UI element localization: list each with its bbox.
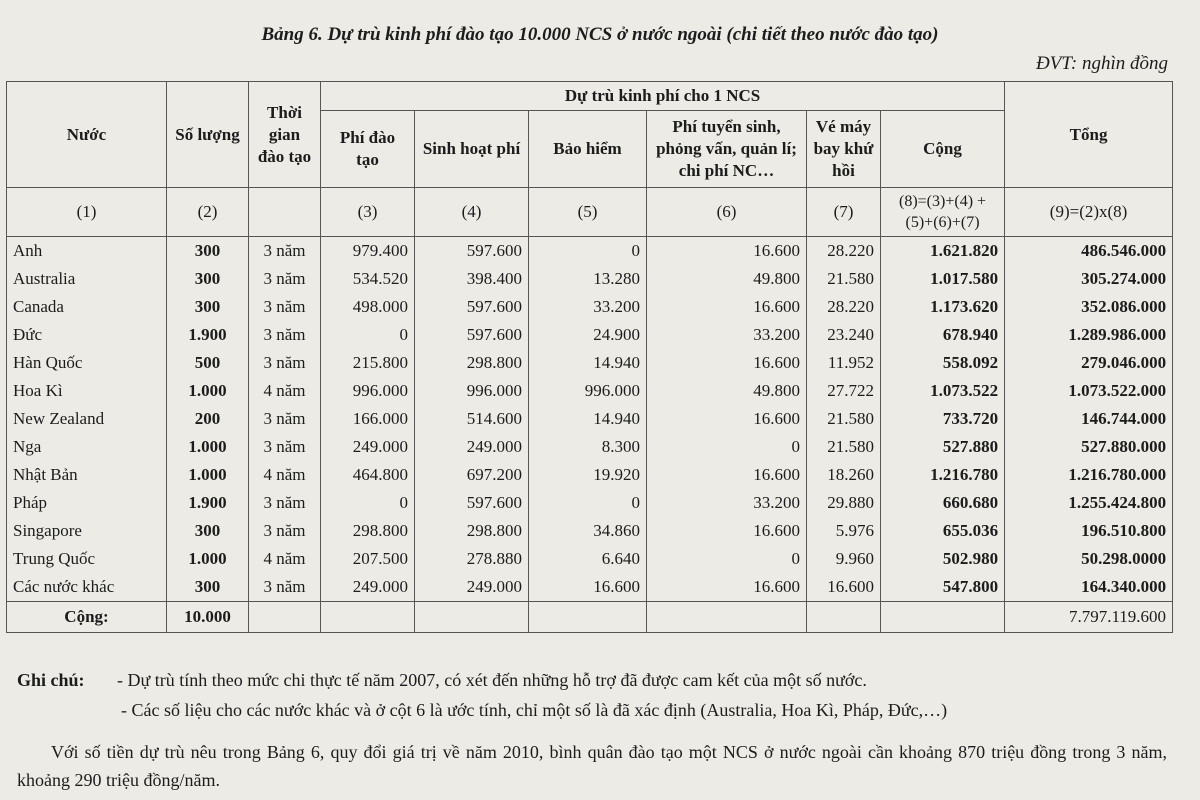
cell-tuition: 249.000 [321, 433, 415, 461]
cell-insurance: 24.900 [529, 321, 647, 349]
cell-duration: 4 năm [249, 377, 321, 405]
cell-subtotal: 1.621.820 [881, 237, 1005, 266]
footer-blank [807, 602, 881, 633]
cell-country: Các nước khác [7, 573, 167, 602]
table-row [7, 377, 1173, 405]
header-total: Tổng [1005, 82, 1173, 188]
footer-quantity: 10.000 [167, 602, 249, 633]
cell-quantity: 1.000 [167, 433, 249, 461]
cell-living: 298.800 [415, 349, 529, 377]
cell-duration: 3 năm [249, 321, 321, 349]
cell-total: 1.255.424.800 [1005, 489, 1173, 517]
cell-insurance: 8.300 [529, 433, 647, 461]
header-quantity: Số lượng [167, 82, 249, 188]
col-index-5: (5) [529, 188, 647, 237]
header-airfare: Vé máy bay khứ hồi [807, 111, 881, 188]
cell-airfare: 21.580 [807, 433, 881, 461]
cell-total: 146.744.000 [1005, 405, 1173, 433]
cell-living: 597.600 [415, 321, 529, 349]
cell-country: Trung Quốc [7, 545, 167, 573]
cell-duration: 3 năm [249, 293, 321, 321]
cell-subtotal: 1.216.780 [881, 461, 1005, 489]
cell-admission: 33.200 [647, 321, 807, 349]
cell-total: 1.289.986.000 [1005, 321, 1173, 349]
cell-airfare: 5.976 [807, 517, 881, 545]
cell-country: Canada [7, 293, 167, 321]
table-row [7, 545, 1173, 573]
cell-insurance: 16.600 [529, 573, 647, 602]
cell-country: Nhật Bản [7, 461, 167, 489]
cell-insurance: 0 [529, 237, 647, 266]
body-paragraph: Với số tiền dự trù nêu trong Bảng 6, quy đổi giá trị về năm 2010, bình quân đào tạo một NCS ở nước ngoài cần khoảng 870 triệu đồng trong 3 năm, khoảng 290 triệu đồng/năm. [17, 742, 1167, 790]
cell-living: 697.200 [415, 461, 529, 489]
cell-admission: 33.200 [647, 489, 807, 517]
cell-total: 50.298.0000 [1005, 545, 1173, 573]
cell-quantity: 300 [167, 293, 249, 321]
cell-duration: 3 năm [249, 265, 321, 293]
cell-admission: 49.800 [647, 265, 807, 293]
cell-quantity: 300 [167, 237, 249, 266]
notes [17, 665, 947, 725]
col-index-8: (8)=(3)+(4) +(5)+(6)+(7) [881, 188, 1005, 237]
table-row [7, 517, 1173, 545]
cell-subtotal: 655.036 [881, 517, 1005, 545]
cell-quantity: 300 [167, 265, 249, 293]
header-subtotal: Cộng [881, 111, 1005, 188]
cell-admission: 0 [647, 545, 807, 573]
header-duration: Thời gian đào tạo [249, 82, 321, 188]
cell-country: New Zealand [7, 405, 167, 433]
footer-blank [321, 602, 415, 633]
cell-country: Australia [7, 265, 167, 293]
cell-subtotal: 1.017.580 [881, 265, 1005, 293]
col-index-4: (4) [415, 188, 529, 237]
cell-tuition: 996.000 [321, 377, 415, 405]
cell-total: 352.086.000 [1005, 293, 1173, 321]
cell-admission: 16.600 [647, 349, 807, 377]
cell-living: 249.000 [415, 433, 529, 461]
cell-admission: 16.600 [647, 517, 807, 545]
table-row [7, 237, 1173, 266]
footer-blank [249, 602, 321, 633]
table-row [7, 461, 1173, 489]
cell-tuition: 0 [321, 321, 415, 349]
header-tuition: Phí đào tạo [321, 111, 415, 188]
table-title: Bảng 6. Dự trù kinh phí đào tạo 10.000 NCS ở nước ngoài (chi tiết theo nước đào tạo) [261, 24, 939, 45]
cell-insurance: 13.280 [529, 265, 647, 293]
cell-admission: 16.600 [647, 293, 807, 321]
cell-country: Hoa Kì [7, 377, 167, 405]
cell-insurance: 34.860 [529, 517, 647, 545]
cell-tuition: 215.800 [321, 349, 415, 377]
cell-subtotal: 733.720 [881, 405, 1005, 433]
cell-total: 164.340.000 [1005, 573, 1173, 602]
cell-country: Singapore [7, 517, 167, 545]
header-country: Nước [7, 82, 167, 188]
cell-subtotal: 1.073.522 [881, 377, 1005, 405]
cell-duration: 4 năm [249, 461, 321, 489]
footer-blank [647, 602, 807, 633]
cell-airfare: 21.580 [807, 405, 881, 433]
cell-admission: 0 [647, 433, 807, 461]
cell-living: 597.600 [415, 237, 529, 266]
cell-quantity: 300 [167, 517, 249, 545]
table-row [7, 265, 1173, 293]
cell-airfare: 9.960 [807, 545, 881, 573]
cell-tuition: 166.000 [321, 405, 415, 433]
cell-living: 249.000 [415, 573, 529, 602]
cell-duration: 4 năm [249, 545, 321, 573]
note-line-1: - Dự trù tính theo mức chi thực tế năm 2007, có xét đến những hỗ trợ đã được cam kết của một số nước. [117, 670, 867, 690]
header-living: Sinh hoạt phí [415, 111, 529, 188]
cell-subtotal: 1.173.620 [881, 293, 1005, 321]
footer-blank [881, 602, 1005, 633]
cell-insurance: 33.200 [529, 293, 647, 321]
table-row [7, 321, 1173, 349]
cell-living: 597.600 [415, 293, 529, 321]
header-admission: Phí tuyển sinh, phỏng vấn, quản lí; chi phí NC… [647, 111, 807, 188]
table-row [7, 405, 1173, 433]
notes-label: Ghi chú: [17, 670, 85, 690]
cell-total: 527.880.000 [1005, 433, 1173, 461]
cell-living: 398.400 [415, 265, 529, 293]
cell-airfare: 11.952 [807, 349, 881, 377]
cell-duration: 3 năm [249, 237, 321, 266]
cell-total: 486.546.000 [1005, 237, 1173, 266]
cell-subtotal: 502.980 [881, 545, 1005, 573]
footer-total: 7.797.119.600 [1005, 602, 1173, 633]
cell-tuition: 464.800 [321, 461, 415, 489]
footer-blank [415, 602, 529, 633]
header-insurance: Bảo hiểm [529, 111, 647, 188]
cell-quantity: 1.000 [167, 545, 249, 573]
cell-admission: 16.600 [647, 405, 807, 433]
cell-admission: 16.600 [647, 237, 807, 266]
table-row [7, 489, 1173, 517]
cell-country: Pháp [7, 489, 167, 517]
cell-total: 305.274.000 [1005, 265, 1173, 293]
cell-quantity: 1.000 [167, 461, 249, 489]
cell-duration: 3 năm [249, 349, 321, 377]
cell-living: 514.600 [415, 405, 529, 433]
table-row [7, 433, 1173, 461]
cell-insurance: 14.940 [529, 405, 647, 433]
cell-airfare: 27.722 [807, 377, 881, 405]
cell-duration: 3 năm [249, 517, 321, 545]
cell-subtotal: 660.680 [881, 489, 1005, 517]
cell-airfare: 16.600 [807, 573, 881, 602]
cell-subtotal: 558.092 [881, 349, 1005, 377]
cell-duration: 3 năm [249, 489, 321, 517]
cell-country: Anh [7, 237, 167, 266]
header-group: Dự trù kinh phí cho 1 NCS [321, 82, 1005, 111]
col-index-3: (3) [321, 188, 415, 237]
cell-admission: 16.600 [647, 461, 807, 489]
cell-admission: 16.600 [647, 573, 807, 602]
note-line-2: - Các số liệu cho các nước khác và ở cột 6 là ước tính, chỉ một số là đã xác định (Australia, Hoa Kì, Pháp, Đức,…) [121, 700, 948, 720]
cell-tuition: 0 [321, 489, 415, 517]
col-index-2: (2) [167, 188, 249, 237]
cell-quantity: 500 [167, 349, 249, 377]
table-row [7, 573, 1173, 602]
cell-airfare: 23.240 [807, 321, 881, 349]
cell-insurance: 14.940 [529, 349, 647, 377]
cell-country: Nga [7, 433, 167, 461]
footer-label: Cộng: [7, 602, 167, 633]
cell-quantity: 1.000 [167, 377, 249, 405]
cell-duration: 3 năm [249, 573, 321, 602]
cell-insurance: 19.920 [529, 461, 647, 489]
cell-living: 597.600 [415, 489, 529, 517]
cell-airfare: 21.580 [807, 265, 881, 293]
cell-admission: 49.800 [647, 377, 807, 405]
cell-tuition: 979.400 [321, 237, 415, 266]
cell-living: 996.000 [415, 377, 529, 405]
cell-living: 278.880 [415, 545, 529, 573]
col-index-1: (1) [7, 188, 167, 237]
cell-airfare: 29.880 [807, 489, 881, 517]
col-index-9: (9)=(2)x(8) [1005, 188, 1173, 237]
col-index-7: (7) [807, 188, 881, 237]
cell-subtotal: 678.940 [881, 321, 1005, 349]
cell-duration: 3 năm [249, 433, 321, 461]
table-row [7, 293, 1173, 321]
cell-living: 298.800 [415, 517, 529, 545]
cell-total: 279.046.000 [1005, 349, 1173, 377]
cell-quantity: 200 [167, 405, 249, 433]
col-index-blank [249, 188, 321, 237]
cell-total: 196.510.800 [1005, 517, 1173, 545]
cell-insurance: 0 [529, 489, 647, 517]
unit-label: ĐVT: nghìn đồng [1036, 53, 1168, 74]
cell-quantity: 1.900 [167, 489, 249, 517]
cell-airfare: 28.220 [807, 237, 881, 266]
table-row [7, 349, 1173, 377]
cell-subtotal: 547.800 [881, 573, 1005, 602]
cell-total: 1.073.522.000 [1005, 377, 1173, 405]
cell-tuition: 498.000 [321, 293, 415, 321]
cell-duration: 3 năm [249, 405, 321, 433]
cell-country: Đức [7, 321, 167, 349]
cell-insurance: 996.000 [529, 377, 647, 405]
cell-country: Hàn Quốc [7, 349, 167, 377]
cell-tuition: 298.800 [321, 517, 415, 545]
footer-blank [529, 602, 647, 633]
cell-tuition: 249.000 [321, 573, 415, 602]
cell-insurance: 6.640 [529, 545, 647, 573]
budget-table [6, 81, 1173, 633]
cell-airfare: 28.220 [807, 293, 881, 321]
table-body [7, 237, 1173, 602]
cell-quantity: 1.900 [167, 321, 249, 349]
cell-tuition: 534.520 [321, 265, 415, 293]
col-index-6: (6) [647, 188, 807, 237]
cell-airfare: 18.260 [807, 461, 881, 489]
cell-total: 1.216.780.000 [1005, 461, 1173, 489]
cell-quantity: 300 [167, 573, 249, 602]
cell-subtotal: 527.880 [881, 433, 1005, 461]
cell-tuition: 207.500 [321, 545, 415, 573]
